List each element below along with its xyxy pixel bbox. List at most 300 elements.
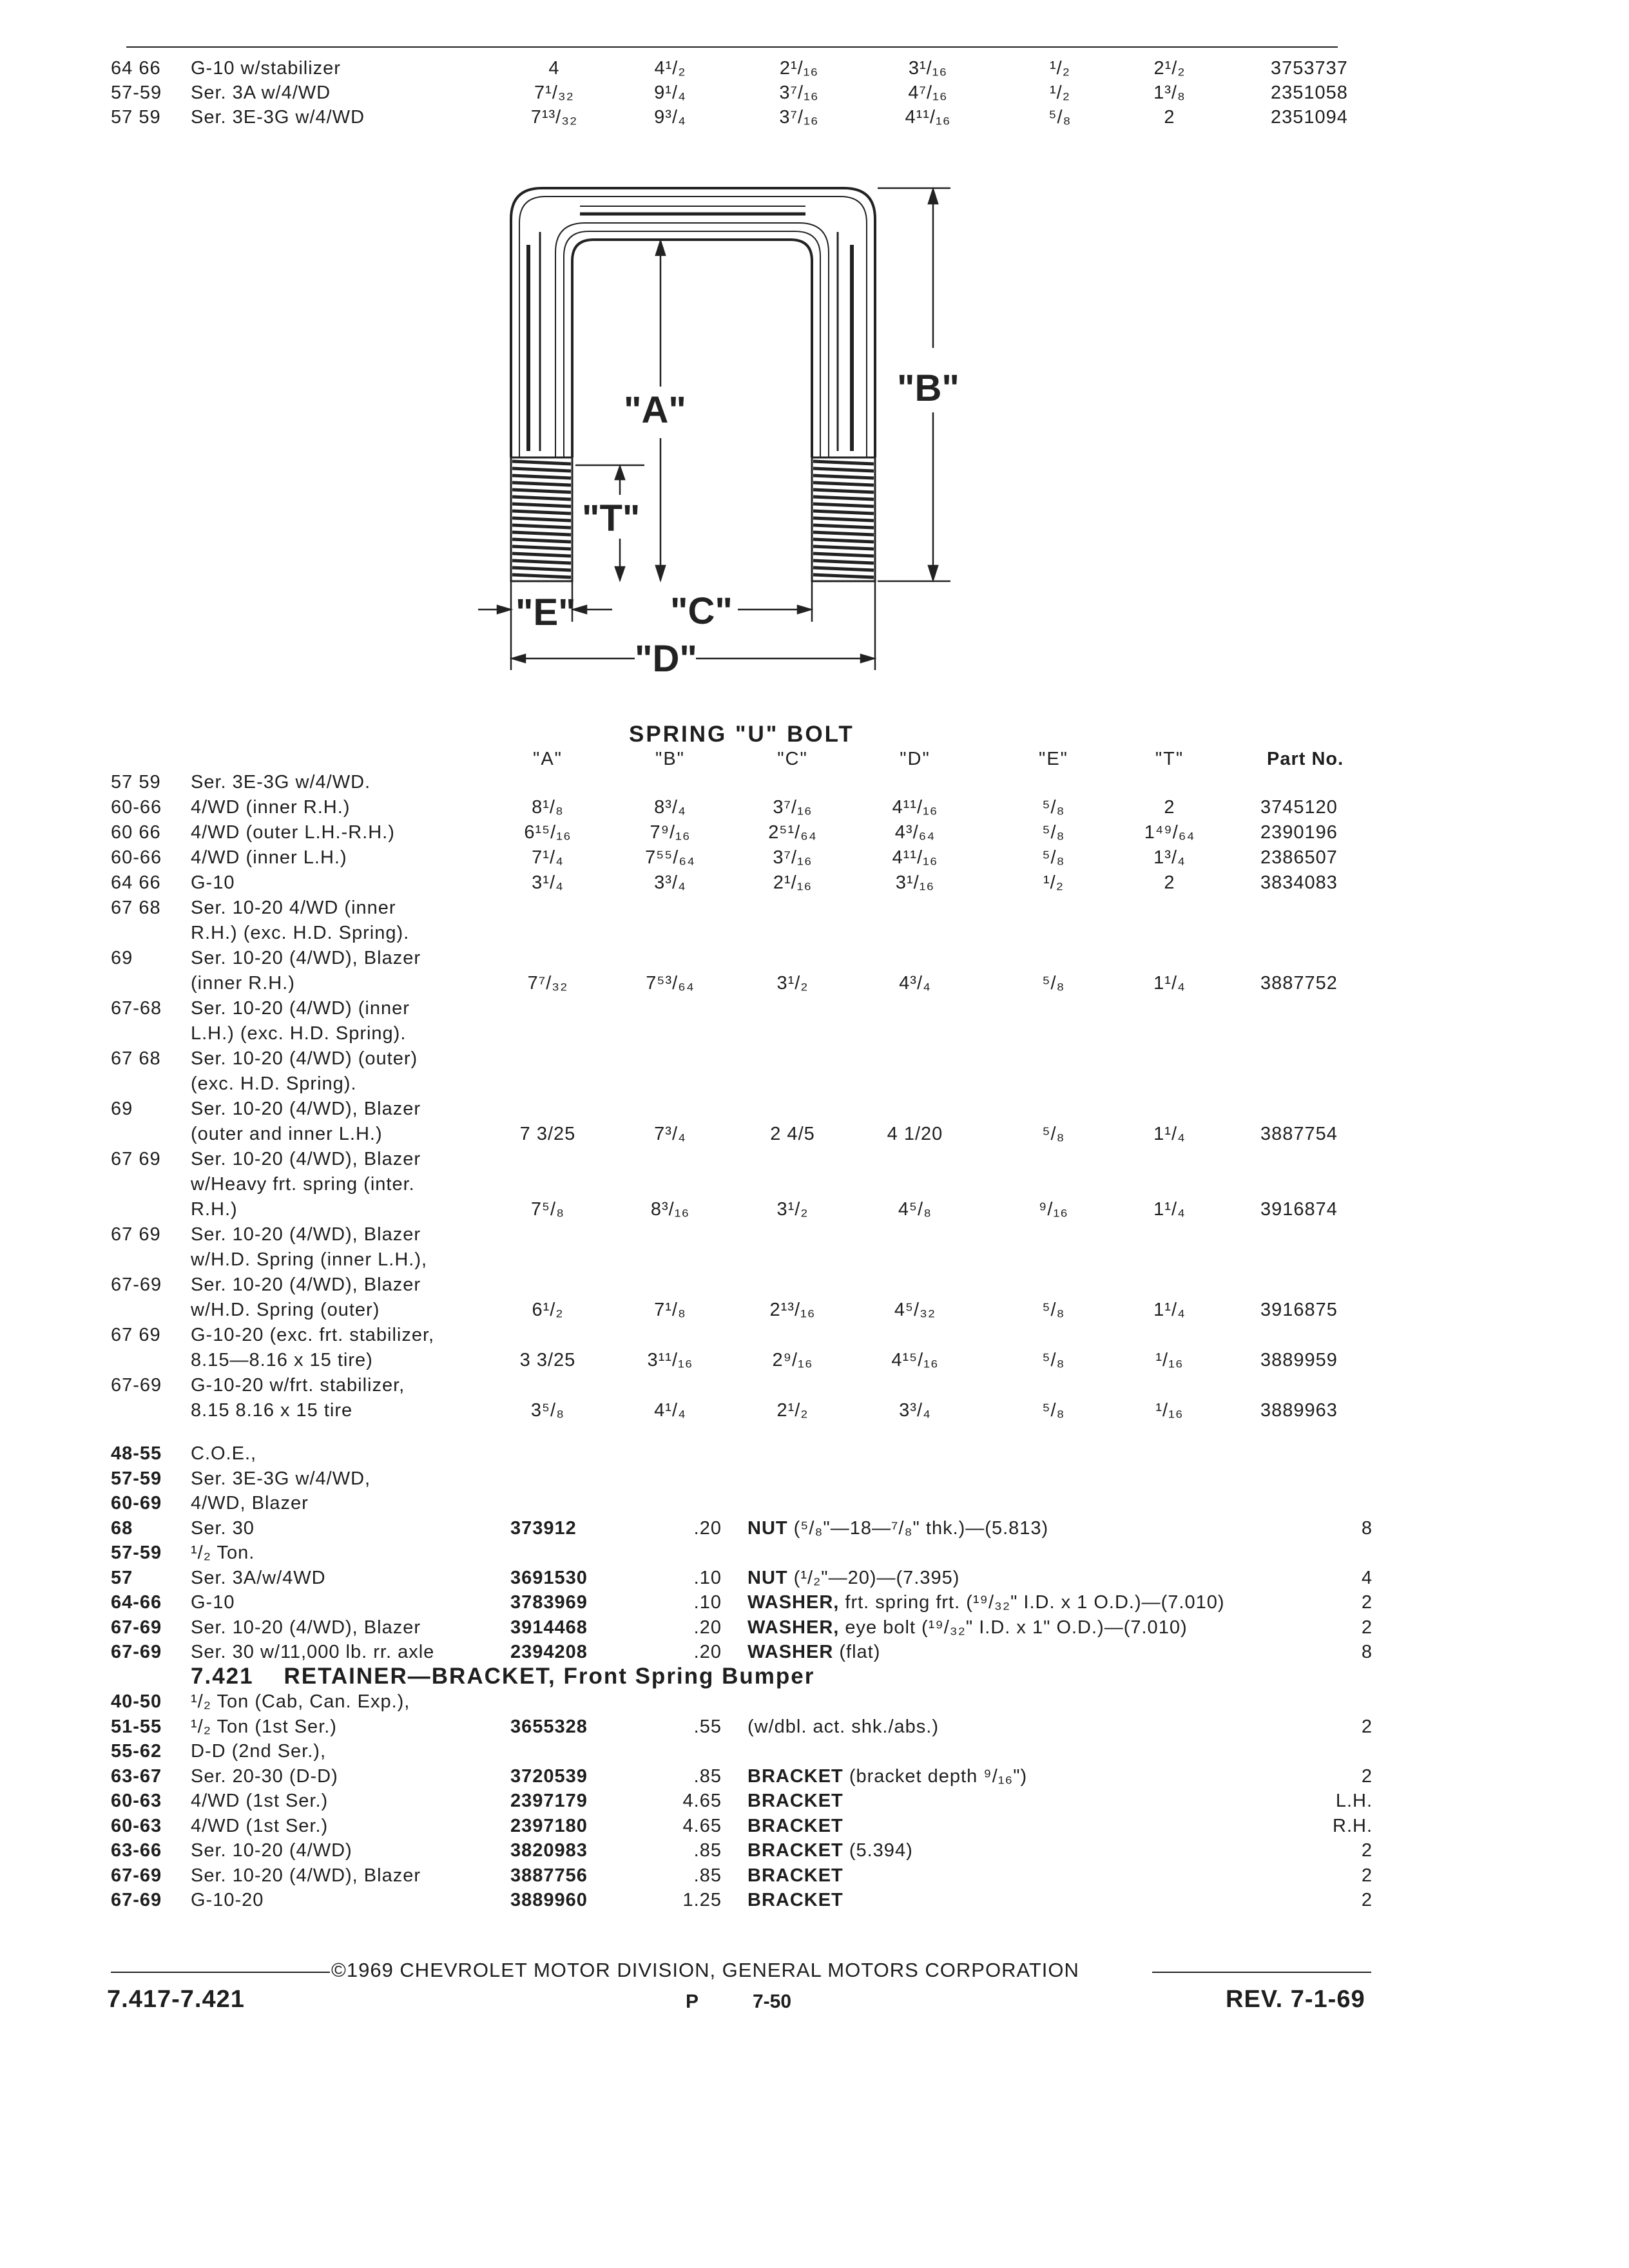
dim-d-cell: 3³/₄ (899, 1400, 931, 1421)
part-number-cell: 3655328 (510, 1716, 588, 1737)
dim-c-cell: 2¹³/₁₆ (769, 1300, 816, 1320)
application-cell: Ser. 3A w/4/WD (191, 82, 331, 103)
years-cell: 51-55 (111, 1716, 162, 1737)
application-cell: 8.15—8.16 x 15 tire) (191, 1350, 373, 1370)
description-text: eye bolt (¹⁹/₃₂" I.D. x 1" O.D.)—(7.010) (839, 1617, 1188, 1638)
description-bold: BRACKET (747, 1890, 843, 1910)
dim-d-cell: 4¹¹/₁₆ (905, 107, 951, 128)
description-cell (747, 1840, 913, 1861)
years-cell: 67 68 (111, 1048, 161, 1069)
application-cell: Ser. 10-20 (4/WD) (191, 1840, 352, 1861)
dim-e-cell: ¹/₂ (1050, 82, 1070, 103)
description-bold: BRACKET (747, 1791, 843, 1811)
application-cell: G-10-20 (191, 1890, 264, 1910)
table-row (0, 898, 1629, 923)
quantity-cell: 2 (1361, 1890, 1373, 1910)
application-cell: Ser. 10-20 (4/WD), Blazer (191, 1099, 421, 1119)
table-row (0, 797, 1629, 823)
years-cell: 60-66 (111, 847, 162, 868)
dim-label-a: "A" (624, 389, 686, 431)
table-row (0, 1300, 1629, 1325)
dim-e-cell: ⁵/₈ (1048, 107, 1072, 128)
description-bold: WASHER, (747, 1617, 840, 1638)
years-cell: 67-69 (111, 1375, 162, 1396)
quantity-cell: 2 (1361, 1617, 1373, 1638)
dim-b-cell: 9¹/₄ (654, 82, 686, 103)
years-cell: 60-63 (111, 1815, 162, 1836)
dim-b-cell: 4¹/₄ (654, 1400, 686, 1421)
part-number-cell: 3887752 (1260, 973, 1338, 994)
left-thread (512, 461, 571, 577)
description-cell (747, 1518, 1048, 1539)
dim-t-cell: ¹/₁₆ (1155, 1400, 1184, 1421)
table-row (0, 1816, 1629, 1841)
dim-b-cell: 7⁹/₁₆ (650, 822, 691, 843)
application-cell: G-10-20 (exc. frt. stabilizer, (191, 1325, 435, 1345)
dim-t-cell: 1¹/₄ (1153, 1300, 1186, 1320)
part-number-cell: 3887756 (510, 1865, 588, 1886)
application-cell: Ser. 30 (191, 1517, 255, 1539)
application-cell: Ser. 10-20 (4/WD), Blazer (191, 948, 421, 968)
dim-a-cell: 3¹/₄ (532, 872, 564, 893)
quantity-cell: 8 (1361, 1642, 1373, 1662)
dim-e-cell: ¹/₂ (1043, 872, 1064, 893)
table-row (0, 872, 1629, 898)
years-cell: 63-66 (111, 1840, 162, 1861)
application-cell: Ser. 20-30 (D-D) (191, 1765, 338, 1787)
footer-rule-left (111, 1972, 330, 1973)
dim-label-c: "C" (670, 590, 733, 632)
description-cell (747, 1716, 939, 1738)
dim-b-cell: 7⁵³/₆₄ (646, 973, 695, 994)
years-cell: 67 69 (111, 1325, 161, 1345)
years-cell: 64 66 (111, 58, 161, 79)
application-cell: C.O.E., (191, 1443, 257, 1464)
dim-c-cell: 3⁷/₁₆ (779, 107, 819, 128)
table-row (0, 998, 1629, 1024)
price-cell: .10 (693, 1567, 722, 1588)
application-cell: Ser. 30 w/11,000 lb. rr. axle (191, 1642, 435, 1662)
page-letter: P (686, 1991, 699, 2012)
quantity-cell: 2 (1361, 1592, 1373, 1613)
price-cell: .20 (693, 1617, 722, 1638)
price-cell: .85 (693, 1765, 722, 1787)
years-cell: 69 (111, 948, 133, 968)
application-cell: w/Heavy frt. spring (inter. (191, 1174, 415, 1195)
part-number-cell: 2351058 (1271, 82, 1348, 103)
years-cell: 64-66 (111, 1592, 162, 1613)
years-cell: 60-69 (111, 1493, 162, 1514)
dim-b-cell: 8³/₄ (654, 797, 686, 818)
description-bold: NUT (747, 1517, 788, 1539)
dim-a-cell: 7¹/₄ (532, 847, 564, 868)
table-row (0, 1224, 1629, 1250)
dim-t-cell: 1³/₈ (1153, 82, 1186, 103)
application-cell: 4/WD (1st Ser.) (191, 1815, 329, 1836)
dim-d-cell: 3¹/₁₆ (908, 58, 948, 79)
table-row (0, 1350, 1629, 1376)
application-cell: Ser. 10-20 (4/WD), Blazer (191, 1274, 421, 1295)
col-header-part-no: Part No. (1267, 749, 1344, 769)
dim-c-cell: 2⁹/₁₆ (772, 1350, 813, 1370)
part-number-cell: 3753737 (1271, 58, 1348, 79)
part-number-cell: 2351094 (1271, 107, 1348, 128)
application-cell: ¹/₂ Ton. (191, 1542, 255, 1563)
application-cell: Ser. 10-20 4/WD (inner (191, 898, 396, 918)
right-thread (813, 461, 874, 577)
description-bold: NUT (747, 1567, 788, 1588)
description-bold: BRACKET (747, 1765, 843, 1787)
application-cell: (inner R.H.) (191, 973, 295, 994)
section-title: SPRING "U" BOLT (629, 722, 854, 747)
table-row (0, 1400, 1629, 1426)
dim-d-cell: 4¹¹/₁₆ (892, 847, 938, 868)
description-bold: WASHER (747, 1642, 834, 1662)
price-cell: .20 (693, 1642, 722, 1662)
dim-b-cell: 4¹/₂ (654, 58, 686, 79)
description-bold: BRACKET (747, 1840, 843, 1861)
application-cell: ¹/₂ Ton (Cab, Can. Exp.), (191, 1691, 410, 1712)
description-cell (747, 1592, 1225, 1613)
description-text: (flat) (833, 1642, 881, 1662)
years-cell: 57 (111, 1567, 133, 1588)
dim-d-cell: 3¹/₁₆ (895, 872, 935, 893)
dim-t-cell: 2 (1164, 797, 1175, 818)
dim-c-cell: 3¹/₂ (776, 1199, 809, 1220)
dim-a-cell: 7⁵/₈ (530, 1199, 565, 1220)
dim-t-cell: 2 (1164, 872, 1175, 893)
years-cell: 67 69 (111, 1224, 161, 1245)
footer-rule-right (1152, 1972, 1371, 1973)
years-cell: 67-69 (111, 1274, 162, 1295)
application-cell: L.H.) (exc. H.D. Spring). (191, 1023, 407, 1044)
table-row (0, 1249, 1629, 1275)
col-header-c: "C" (777, 749, 808, 769)
quantity-cell: L.H. (1335, 1791, 1373, 1811)
retainer-section-title: 7.421 RETAINER—BRACKET, Front Spring Bumper (191, 1664, 815, 1689)
description-cell (747, 1642, 880, 1663)
years-cell: 40-50 (111, 1691, 162, 1712)
quantity-cell: 2 (1361, 1716, 1373, 1737)
dim-e-cell: ⁵/₈ (1042, 1300, 1065, 1320)
revision-date: REV. 7-1-69 (1226, 1986, 1365, 2013)
years-cell: 67 68 (111, 898, 161, 918)
dim-c-cell: 2¹/₁₆ (779, 58, 819, 79)
application-cell: Ser. 3E-3G w/4/WD. (191, 772, 371, 793)
dim-e-cell: ⁵/₈ (1042, 797, 1065, 818)
part-number-cell: 2394208 (510, 1642, 588, 1662)
dim-label-d: "D" (635, 638, 697, 680)
u-bolt-diagram (0, 0, 1629, 696)
years-cell: 69 (111, 1099, 133, 1119)
table-row (0, 822, 1629, 848)
application-cell: Ser. 3A/w/4WD (191, 1567, 326, 1588)
dim-t-cell: ¹/₁₆ (1155, 1350, 1184, 1370)
dim-e-cell: ¹/₂ (1050, 58, 1070, 79)
table-row (0, 973, 1629, 999)
part-number-cell: 373912 (510, 1517, 577, 1539)
dim-c-cell: 2 4/5 (770, 1124, 815, 1144)
dim-d-cell: 4⁵/₃₂ (894, 1300, 936, 1320)
years-cell: 67 69 (111, 1149, 161, 1169)
description-cell (747, 1890, 843, 1911)
years-cell: 57-59 (111, 82, 162, 103)
price-cell: 1.25 (682, 1890, 722, 1910)
description-cell (747, 1816, 843, 1837)
dim-d-cell: 4¹¹/₁₆ (892, 797, 938, 818)
description-text: frt. spring frt. (¹⁹/₃₂" I.D. x 1 O.D.)—(7.010) (839, 1592, 1225, 1613)
description-bold: WASHER, (747, 1592, 840, 1613)
col-header-d: "D" (900, 749, 930, 769)
dim-b-cell: 9³/₄ (654, 107, 686, 128)
table-row (0, 1766, 1629, 1792)
description-cell (747, 1617, 1188, 1639)
copyright-text: ©1969 CHEVROLET MOTOR DIVISION, GENERAL MOTORS CORPORATION (331, 1959, 1079, 1981)
part-number-cell: 3916874 (1260, 1199, 1338, 1220)
years-cell: 57-59 (111, 1468, 162, 1489)
application-cell: 8.15 8.16 x 15 tire (191, 1400, 353, 1421)
years-cell: 57 59 (111, 107, 161, 128)
table-row (0, 1375, 1629, 1401)
price-cell: .20 (693, 1517, 722, 1539)
table-row (0, 1199, 1629, 1225)
description-text: (bracket depth ⁹/₁₆") (843, 1765, 1028, 1787)
part-number-cell: 2397179 (510, 1791, 588, 1811)
table-row (0, 948, 1629, 974)
dim-a-cell: 7⁷/₃₂ (527, 973, 568, 994)
table-row (0, 1716, 1629, 1742)
table-row (0, 1568, 1629, 1593)
table-row (0, 1174, 1629, 1200)
part-number-cell: 3887754 (1260, 1124, 1338, 1144)
quantity-cell: 4 (1361, 1567, 1373, 1588)
years-cell: 67-68 (111, 998, 162, 1019)
price-cell: .85 (693, 1865, 722, 1886)
quantity-cell: 2 (1361, 1840, 1373, 1861)
dim-c-cell: 2⁵¹/₆₄ (768, 822, 817, 843)
dim-c-cell: 3⁷/₁₆ (779, 82, 819, 103)
quantity-cell: 8 (1361, 1517, 1373, 1539)
dim-t-cell: 1⁴⁹/₆₄ (1144, 822, 1195, 843)
dim-c-cell: 2¹/₁₆ (773, 872, 813, 893)
dim-a-cell: 7¹/₃₂ (534, 82, 574, 103)
application-cell: 4/WD, Blazer (191, 1493, 309, 1514)
table-row (0, 1542, 1629, 1568)
part-number-cell: 3745120 (1260, 797, 1338, 818)
col-header-t: "T" (1155, 749, 1184, 769)
price-cell: .10 (693, 1592, 722, 1613)
dim-t-cell: 1¹/₄ (1153, 1199, 1186, 1220)
dim-c-cell: 3⁷/₁₆ (773, 797, 813, 818)
table-row (0, 1493, 1629, 1519)
application-cell: G-10-20 w/frt. stabilizer, (191, 1375, 405, 1396)
years-cell: 60-66 (111, 797, 162, 818)
table-row (0, 1073, 1629, 1099)
description-text: (w/dbl. act. shk./abs.) (747, 1716, 939, 1737)
dim-b-cell: 7⁵⁵/₆₄ (645, 847, 695, 868)
part-number-cell: 3720539 (510, 1765, 588, 1787)
application-cell: Ser. 10-20 (4/WD) (inner (191, 998, 410, 1019)
description-cell (747, 1791, 843, 1812)
application-cell: 4/WD (inner L.H.) (191, 847, 347, 868)
table-row (0, 1443, 1629, 1469)
column-headers (0, 749, 1629, 774)
price-cell: 4.65 (682, 1791, 722, 1811)
dim-b-cell: 3³/₄ (654, 872, 686, 893)
application-cell: w/H.D. Spring (inner L.H.), (191, 1249, 428, 1270)
dim-a-cell: 3 3/25 (519, 1350, 576, 1370)
quantity-cell: 2 (1361, 1765, 1373, 1787)
dim-a-cell: 4 (548, 58, 560, 79)
years-cell: 48-55 (111, 1443, 162, 1464)
table-row (0, 1124, 1629, 1149)
table-row (0, 847, 1629, 873)
col-header-a: "A" (533, 749, 563, 769)
application-cell: R.H.) (exc. H.D. Spring). (191, 923, 410, 943)
application-cell: w/H.D. Spring (outer) (191, 1300, 380, 1320)
dim-d-cell: 4¹⁵/₁₆ (891, 1350, 939, 1370)
part-number-cell: 3820983 (510, 1840, 588, 1861)
years-cell: 57 59 (111, 772, 161, 793)
description-bold: BRACKET (747, 1815, 843, 1836)
table-row (0, 1617, 1629, 1643)
years-cell: 68 (111, 1517, 133, 1539)
table-row (0, 1890, 1629, 1916)
table-row (0, 1741, 1629, 1767)
part-number-cell: 3834083 (1260, 872, 1338, 893)
dim-t-cell: 2 (1164, 107, 1175, 128)
dim-label-t: "T" (582, 497, 641, 539)
table-row (0, 1048, 1629, 1074)
price-cell: .55 (693, 1716, 722, 1737)
table-row (0, 1149, 1629, 1175)
years-cell: 67-69 (111, 1890, 162, 1910)
part-number-cell: 3889959 (1260, 1350, 1338, 1370)
years-cell: 55-62 (111, 1741, 162, 1762)
table-row (0, 1691, 1629, 1717)
dim-e-cell: ⁹/₁₆ (1039, 1199, 1068, 1220)
description-cell (747, 1766, 1027, 1787)
application-cell: 4/WD (1st Ser.) (191, 1791, 329, 1811)
part-number-cell: 3691530 (510, 1567, 588, 1588)
table-row (0, 923, 1629, 948)
application-cell: G-10 w/stabilizer (191, 58, 341, 79)
application-cell: G-10 (191, 872, 235, 893)
years-cell: 64 66 (111, 872, 161, 893)
application-cell: Ser. 10-20 (4/WD), Blazer (191, 1865, 421, 1886)
col-header-b: "B" (655, 749, 685, 769)
table-row (0, 1099, 1629, 1124)
dim-e-cell: ⁵/₈ (1042, 1124, 1065, 1144)
dim-a-cell: 6¹/₂ (532, 1300, 564, 1320)
description-text: (5.394) (843, 1840, 913, 1861)
dim-e-cell: ⁵/₈ (1042, 973, 1065, 994)
quantity-cell: 2 (1361, 1865, 1373, 1886)
application-cell: R.H.) (191, 1199, 238, 1220)
application-cell: 4/WD (inner R.H.) (191, 797, 351, 818)
dim-d-cell: 4⁵/₈ (898, 1199, 932, 1220)
part-number-cell: 3889960 (510, 1890, 588, 1910)
price-cell: 4.65 (682, 1815, 722, 1836)
dim-c-cell: 2¹/₂ (776, 1400, 809, 1421)
part-number-cell: 3914468 (510, 1617, 588, 1638)
dim-c-cell: 3⁷/₁₆ (773, 847, 813, 868)
dim-d-cell: 4³/₆₄ (894, 822, 936, 843)
dim-label-e: "E" (516, 591, 576, 633)
part-number-cell: 3783969 (510, 1592, 588, 1613)
application-cell: Ser. 3E-3G w/4/WD, (191, 1468, 371, 1489)
table-row (0, 1518, 1629, 1544)
table-row (0, 1840, 1629, 1866)
description-bold: BRACKET (747, 1865, 843, 1886)
col-header-e: "E" (1039, 749, 1068, 769)
application-cell: G-10 (191, 1592, 235, 1613)
dim-d-cell: 4 1/20 (887, 1124, 943, 1144)
dim-t-cell: 1³/₄ (1153, 847, 1186, 868)
dim-e-cell: ⁵/₈ (1042, 1400, 1065, 1421)
dim-d-cell: 4⁷/₁₆ (908, 82, 948, 103)
table-row (0, 1592, 1629, 1618)
section-number: 7.417-7.421 (107, 1986, 245, 2013)
application-cell: (outer and inner L.H.) (191, 1124, 383, 1144)
years-cell: 57-59 (111, 1542, 162, 1563)
table-row (0, 1023, 1629, 1049)
part-number-cell: 2390196 (1260, 822, 1338, 843)
years-cell: 60 66 (111, 822, 161, 843)
dim-t-cell: 1¹/₄ (1153, 973, 1186, 994)
dim-b-cell: 3¹¹/₁₆ (647, 1350, 693, 1370)
table-row (0, 1274, 1629, 1300)
dim-label-b: "B" (897, 367, 959, 409)
dim-b-cell: 7³/₄ (654, 1124, 686, 1144)
dim-t-cell: 2¹/₂ (1153, 58, 1186, 79)
application-cell: Ser. 10-20 (4/WD), Blazer (191, 1224, 421, 1245)
description-text: (¹/₂"—20)—(7.395) (787, 1567, 960, 1588)
application-cell: 4/WD (outer L.H.-R.H.) (191, 822, 395, 843)
years-cell: 67-69 (111, 1642, 162, 1662)
part-number-cell: 2386507 (1260, 847, 1338, 868)
years-cell: 67-69 (111, 1865, 162, 1886)
application-cell: Ser. 10-20 (4/WD), Blazer (191, 1617, 421, 1638)
part-number-cell: 3889963 (1260, 1400, 1338, 1421)
table-row (0, 1468, 1629, 1494)
dim-e-cell: ⁵/₈ (1042, 847, 1065, 868)
dim-b-cell: 8³/₁₆ (650, 1199, 690, 1220)
description-cell (747, 1568, 959, 1589)
table-row (0, 1791, 1629, 1816)
part-number-cell: 3916875 (1260, 1300, 1338, 1320)
part-number-cell: 2397180 (510, 1815, 588, 1836)
dim-e-cell: ⁵/₈ (1042, 822, 1065, 843)
application-cell: Ser. 3E-3G w/4/WD (191, 107, 365, 128)
description-text: (⁵/₈"—18—⁷/₈" thk.)—(5.813) (787, 1517, 1049, 1539)
application-cell: Ser. 10-20 (4/WD), Blazer (191, 1149, 421, 1169)
price-cell: .85 (693, 1840, 722, 1861)
dim-t-cell: 1¹/₄ (1153, 1124, 1186, 1144)
description-cell (747, 1865, 843, 1887)
dim-a-cell: 7 3/25 (519, 1124, 576, 1144)
dim-a-cell: 8¹/₈ (532, 797, 564, 818)
years-cell: 63-67 (111, 1765, 162, 1787)
quantity-cell: R.H. (1333, 1815, 1373, 1836)
application-cell: D-D (2nd Ser.), (191, 1741, 326, 1762)
dim-b-cell: 7¹/₈ (654, 1300, 686, 1320)
dim-e-cell: ⁵/₈ (1042, 1350, 1065, 1370)
years-cell: 67-69 (111, 1617, 162, 1638)
application-cell: ¹/₂ Ton (1st Ser.) (191, 1716, 337, 1737)
dim-d-cell: 4³/₄ (899, 973, 931, 994)
application-cell: Ser. 10-20 (4/WD) (outer) (191, 1048, 418, 1069)
